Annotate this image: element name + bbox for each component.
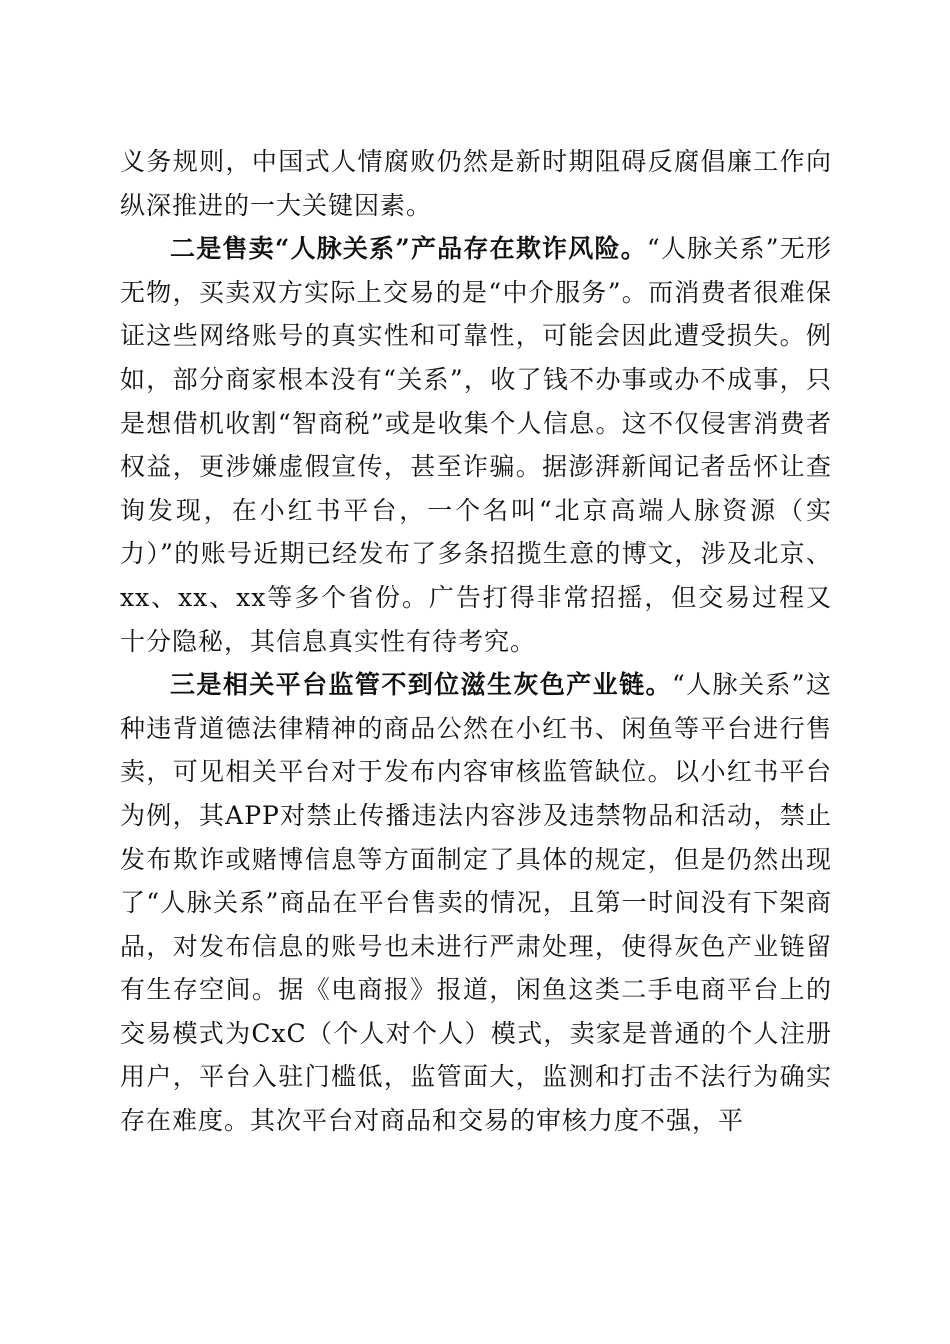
paragraph-lead-heading: 三是相关平台监管不到位滋生灰色产业链。 [170,670,672,700]
document-body [120,140,832,1143]
paragraph-body-text: “人脉关系”这种违背道德法律精神的商品公然在小红书、闲鱼等平台进行售卖，可见相关平台对于发布内容审核监管缺位。以小红书平台为例，其APP对禁止传播违法内容涉及违禁物品和活动，禁止发布欺诈或赌博信息等方面制定了具体的规定，但是仍然出现了“人脉关系”商品在平台售卖的情况，且第一时间没有下架商品，对发布信息的账号也未进行严肃处理，使得灰色产业链留有生存空间。据《电商报》报道，闲鱼这类二手电商平台上的交易模式为CxC（个人对个人）模式，卖家是普通的个人注册用户，平台入驻门槛低，监管面大，监测和打击不法行为确实存在难度。其次平台对商品和交易的审核力度不强，平 [120,670,833,1136]
paragraph-continuation: 义务规则，中国式人情腐败仍然是新时期阻碍反腐倡廉工作向纵深推进的一大关键因素。 [120,147,832,220]
paragraph-lead-heading: 二是售卖“人脉关系”产品存在欺诈风险。 [170,234,647,264]
paragraph-fraud-risk [120,227,832,663]
paragraph-body-text: “人脉关系”无形无物，买卖双方实际上交易的是“中介服务”。而消费者很难保证这些网络账号的真实性和可靠性，可能会因此遭受损失。例如，部分商家根本没有“关系”，收了钱不办事或办不成事，只是想借机收割“智商税”或是收集个人信息。这不仅侵害消费者权益，更涉嫌虚假宣传，甚至诈骗。据澎湃新闻记者岳怀让查询发现，在小红书平台，一个名叫“北京高端人脉资源（实力）”的账号近期已经发布了多条招揽生意的博文，涉及北京、xx、xx、xx等多个省份。广告打得非常招摇，但交易过程又十分隐秘，其信息真实性有待考究。 [120,234,832,656]
paragraph-platform-supervision [120,663,832,1143]
